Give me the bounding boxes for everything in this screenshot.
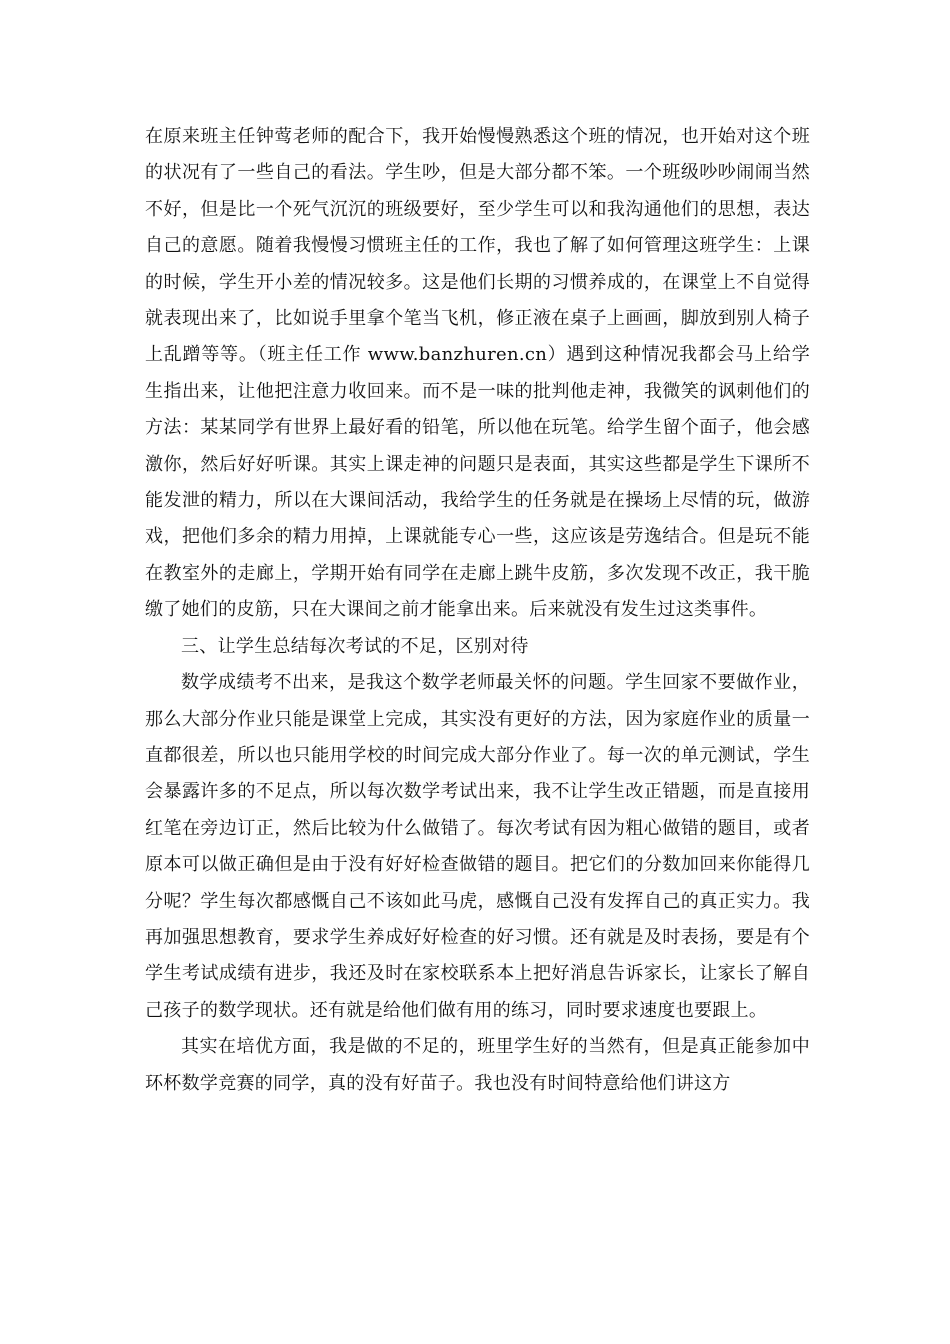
paragraph-advanced-students: 其实在培优方面，我是做的不足的，班里学生好的当然有，但是真正能参加中环杯数学竞赛的同学，真的没有好苗子。我也没有时间特意给他们讲这方	[145, 1036, 810, 1094]
section-heading-exam-review: 三、让学生总结每次考试的不足，区别对待	[181, 635, 529, 657]
paragraph-class-management: 在原来班主任钟莺老师的配合下，我开始慢慢熟悉这个班的情况，也开始对这个班的状况有了一些自己的看法。学生吵，但是大部分都不笨。一个班级吵吵闹闹当然不好，但是比一个死气沉沉的班级要好，至少学生可以和我沟通他们的思想，表达自己的意愿。随着我慢慢习惯班主任的工作，我也了解了如何管理这班学生：上课的时候，学生开小差的情况较多。这是他们长期的习惯养成的，在课堂上不自觉得就表现出来了，比如说手里拿个笔当飞机，修正液在桌子上画画，脚放到别人椅子上乱蹭等等。（班主任工作 www.banzhuren.cn）遇到这种情况我都会马上给学生指出来，让他把注意力收回来。而不是一味的批判他走神，我微笑的讽刺他们的方法：某某同学有世界上最好看的铅笔，所以他在玩笔。给学生留个面子，他会感激你，然后好好听课。其实上课走神的问题只是表面，其实这些都是学生下课所不能发泄的精力，所以在大课间活动，我给学生的任务就是在操场上尽情的玩，做游戏，把他们多余的精力用掉，上课就能专心一些，这应该是劳逸结合。但是玩不能在教室外的走廊上，学期开始有同学在走廊上跳牛皮筋，多次发现不改正，我干脆缴了她们的皮筋，只在大课间之前才能拿出来。后来就没有发生过这类事件。	[145, 126, 810, 621]
document-page	[145, 119, 810, 1102]
paragraph-math-exams: 数学成绩考不出来，是我这个数学老师最关怀的问题。学生回家不要做作业，那么大部分作业只能是课堂上完成，其实没有更好的方法，因为家庭作业的质量一直都很差，所以也只能用学校的时间完成大部分作业了。每一次的单元测试，学生会暴露许多的不足点，所以每次数学考试出来，我不让学生改正错题，而是直接用红笔在旁边订正，然后比较为什么做错了。每次考试有因为粗心做错的题目，或者原本可以做正确但是由于没有好好检查做错的题目。把它们的分数加回来你能得几分呢？学生每次都感慨自己不该如此马虎，感慨自己没有发挥自己的真正实力。我再加强思想教育，要求学生养成好好检查的好习惯。还有就是及时表扬，要是有个学生考试成绩有进步，我还及时在家校联系本上把好消息告诉家长，让家长了解自己孩子的数学现状。还有就是给他们做有用的练习，同时要求速度也要跟上。	[145, 672, 810, 1021]
